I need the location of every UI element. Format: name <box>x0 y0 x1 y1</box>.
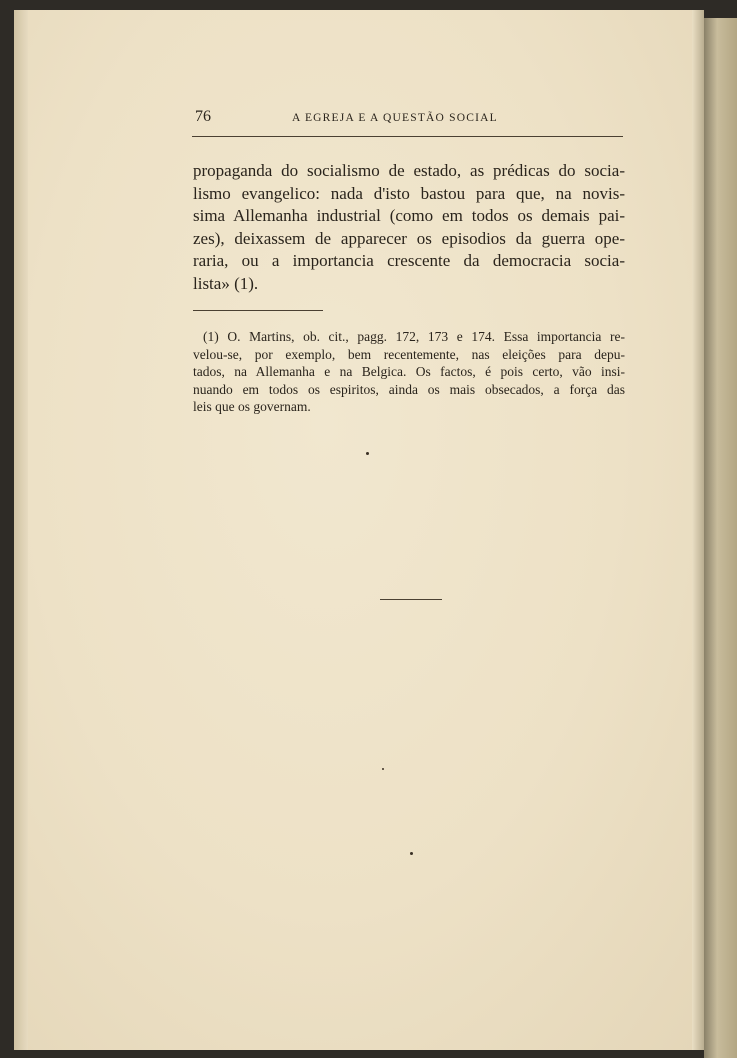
footnote-line: leis que os governam. <box>193 399 311 415</box>
footnote <box>193 328 625 416</box>
paper-speck <box>366 452 369 455</box>
running-title: A EGREJA E A QUESTÃO SOCIAL <box>292 112 498 124</box>
body-line: lista» (1). <box>193 273 259 293</box>
page-gutter <box>14 10 28 1050</box>
body-line: lismo evangelico: nada d'isto bastou para que, na novis- <box>193 183 625 203</box>
page-number: 76 <box>195 108 211 125</box>
body-line: zes), deixassem de apparecer os episodios da guerra ope- <box>193 228 625 248</box>
adjacent-page-edge <box>704 18 737 1058</box>
footnote-line: nuando em todos os espiritos, ainda os mais obsecados, a força das <box>193 381 625 397</box>
body-line: raria, ou a importancia crescente da democracia socia- <box>193 251 625 270</box>
paper-speck <box>382 768 384 770</box>
body-line: propaganda do socialismo de estado, as prédicas do socia- <box>193 161 625 180</box>
paper-speck <box>410 852 413 855</box>
header-rule <box>192 136 623 137</box>
footnote-line: velou-se, por exemplo, bem recentemente, nas eleições para depu- <box>193 346 625 362</box>
body-line: sima Allemanha industrial (como em todos os demais pai- <box>193 206 625 225</box>
footnote-line: tados, na Allemanha e na Belgica. Os factos, é pois certo, vão insi- <box>193 364 625 380</box>
body-paragraph <box>193 160 625 295</box>
page-right-edge <box>692 10 704 1050</box>
footnote-line: (1) O. Martins, ob. cit., pagg. 172, 173 e 174. Essa importancia re- <box>203 329 625 344</box>
page-header <box>180 100 623 128</box>
end-of-chapter-rule <box>380 599 442 600</box>
footnote-rule <box>193 310 323 311</box>
